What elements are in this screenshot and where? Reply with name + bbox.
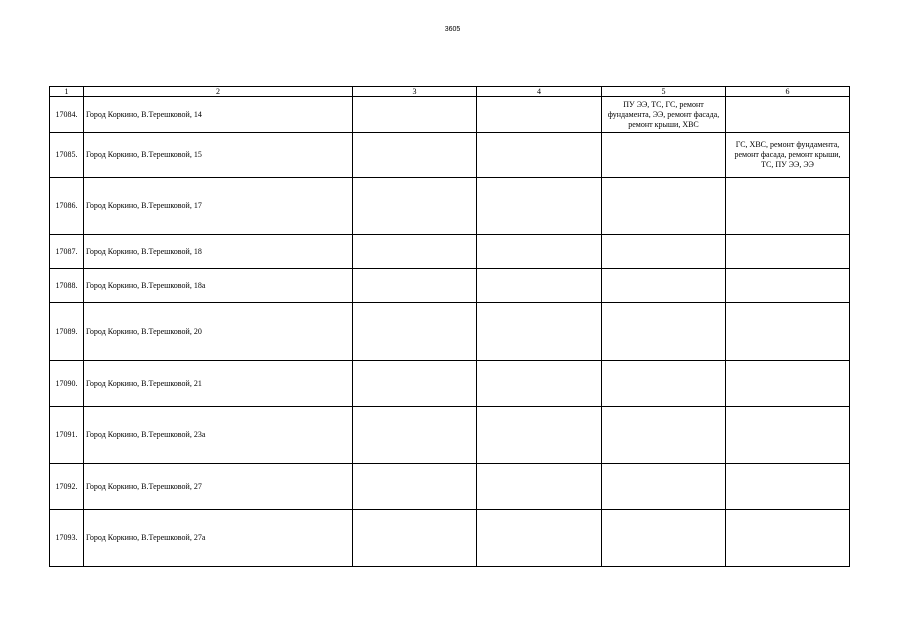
row-col-6: [726, 361, 850, 407]
row-number: 17088.: [50, 269, 84, 303]
row-col-4: [477, 269, 602, 303]
row-number: 17087.: [50, 235, 84, 269]
table-row: [50, 97, 850, 133]
row-number: 17085.: [50, 133, 84, 178]
page-number: 3605: [444, 26, 461, 33]
row-col-4: [477, 407, 602, 464]
header-col-5: 5: [602, 87, 726, 97]
row-col-6: [726, 97, 850, 133]
row-address: Город Коркино, В.Терешковой, 20: [84, 303, 353, 361]
row-col-5: [602, 407, 726, 464]
row-col-3: [353, 235, 477, 269]
row-col-3: [353, 464, 477, 510]
table-row: [50, 303, 850, 361]
row-col-3: [353, 269, 477, 303]
row-col-5: [602, 178, 726, 235]
table-row: [50, 235, 850, 269]
row-col-6: [726, 510, 850, 567]
row-address: Город Коркино, В.Терешковой, 18а: [84, 269, 353, 303]
table-row: [50, 133, 850, 178]
row-col-4: [477, 178, 602, 235]
row-col-4: [477, 133, 602, 178]
row-col-6: [726, 303, 850, 361]
row-address: Город Коркино, В.Терешковой, 27а: [84, 510, 353, 567]
row-col-4: [477, 464, 602, 510]
row-col-5: [602, 361, 726, 407]
row-col-6: [726, 464, 850, 510]
header-row: [50, 87, 850, 97]
table-row: [50, 510, 850, 567]
row-address: Город Коркино, В.Терешковой, 17: [84, 178, 353, 235]
row-number: 17091.: [50, 407, 84, 464]
row-address: Город Коркино, В.Терешковой, 21: [84, 361, 353, 407]
row-address: Город Коркино, В.Терешковой, 27: [84, 464, 353, 510]
table-row: [50, 464, 850, 510]
table-row: [50, 407, 850, 464]
row-number: 17086.: [50, 178, 84, 235]
row-col-6: [726, 269, 850, 303]
row-col-5: [602, 133, 726, 178]
row-number: 17084.: [50, 97, 84, 133]
row-address: Город Коркино, В.Терешковой, 18: [84, 235, 353, 269]
row-col-4: [477, 303, 602, 361]
row-number: 17093.: [50, 510, 84, 567]
row-col-5: [602, 464, 726, 510]
row-col-5: [602, 235, 726, 269]
table-row: [50, 361, 850, 407]
row-number: 17089.: [50, 303, 84, 361]
row-col-5: [602, 303, 726, 361]
row-col-5: [602, 269, 726, 303]
row-number: 17090.: [50, 361, 84, 407]
row-address: Город Коркино, В.Терешковой, 23а: [84, 407, 353, 464]
row-col-6: [726, 235, 850, 269]
row-col-3: [353, 303, 477, 361]
header-col-6: 6: [726, 87, 850, 97]
header-col-1: 1: [50, 87, 84, 97]
header-col-2: 2: [84, 87, 353, 97]
addresses-table: [49, 86, 850, 567]
row-col-3: [353, 407, 477, 464]
row-col-4: [477, 235, 602, 269]
row-col-6: ГС, ХВС, ремонт фундамента, ремонт фасада, ремонт крыши, ТС, ПУ ЭЭ, ЭЭ: [726, 133, 850, 178]
row-col-3: [353, 133, 477, 178]
row-col-3: [353, 361, 477, 407]
header-col-3: 3: [353, 87, 477, 97]
row-address: Город Коркино, В.Терешковой, 14: [84, 97, 353, 133]
row-col-6: [726, 407, 850, 464]
row-address: Город Коркино, В.Терешковой, 15: [84, 133, 353, 178]
table-row: [50, 178, 850, 235]
row-col-5: ПУ ЭЭ, ТС, ГС, ремонт фундамента, ЭЭ, ремонт фасада, ремонт крыши, ХВС: [602, 97, 726, 133]
row-col-6: [726, 178, 850, 235]
row-col-3: [353, 178, 477, 235]
row-col-4: [477, 97, 602, 133]
header-col-4: 4: [477, 87, 602, 97]
row-col-4: [477, 510, 602, 567]
table-row: [50, 269, 850, 303]
row-number: 17092.: [50, 464, 84, 510]
row-col-4: [477, 361, 602, 407]
row-col-3: [353, 97, 477, 133]
row-col-3: [353, 510, 477, 567]
row-col-5: [602, 510, 726, 567]
